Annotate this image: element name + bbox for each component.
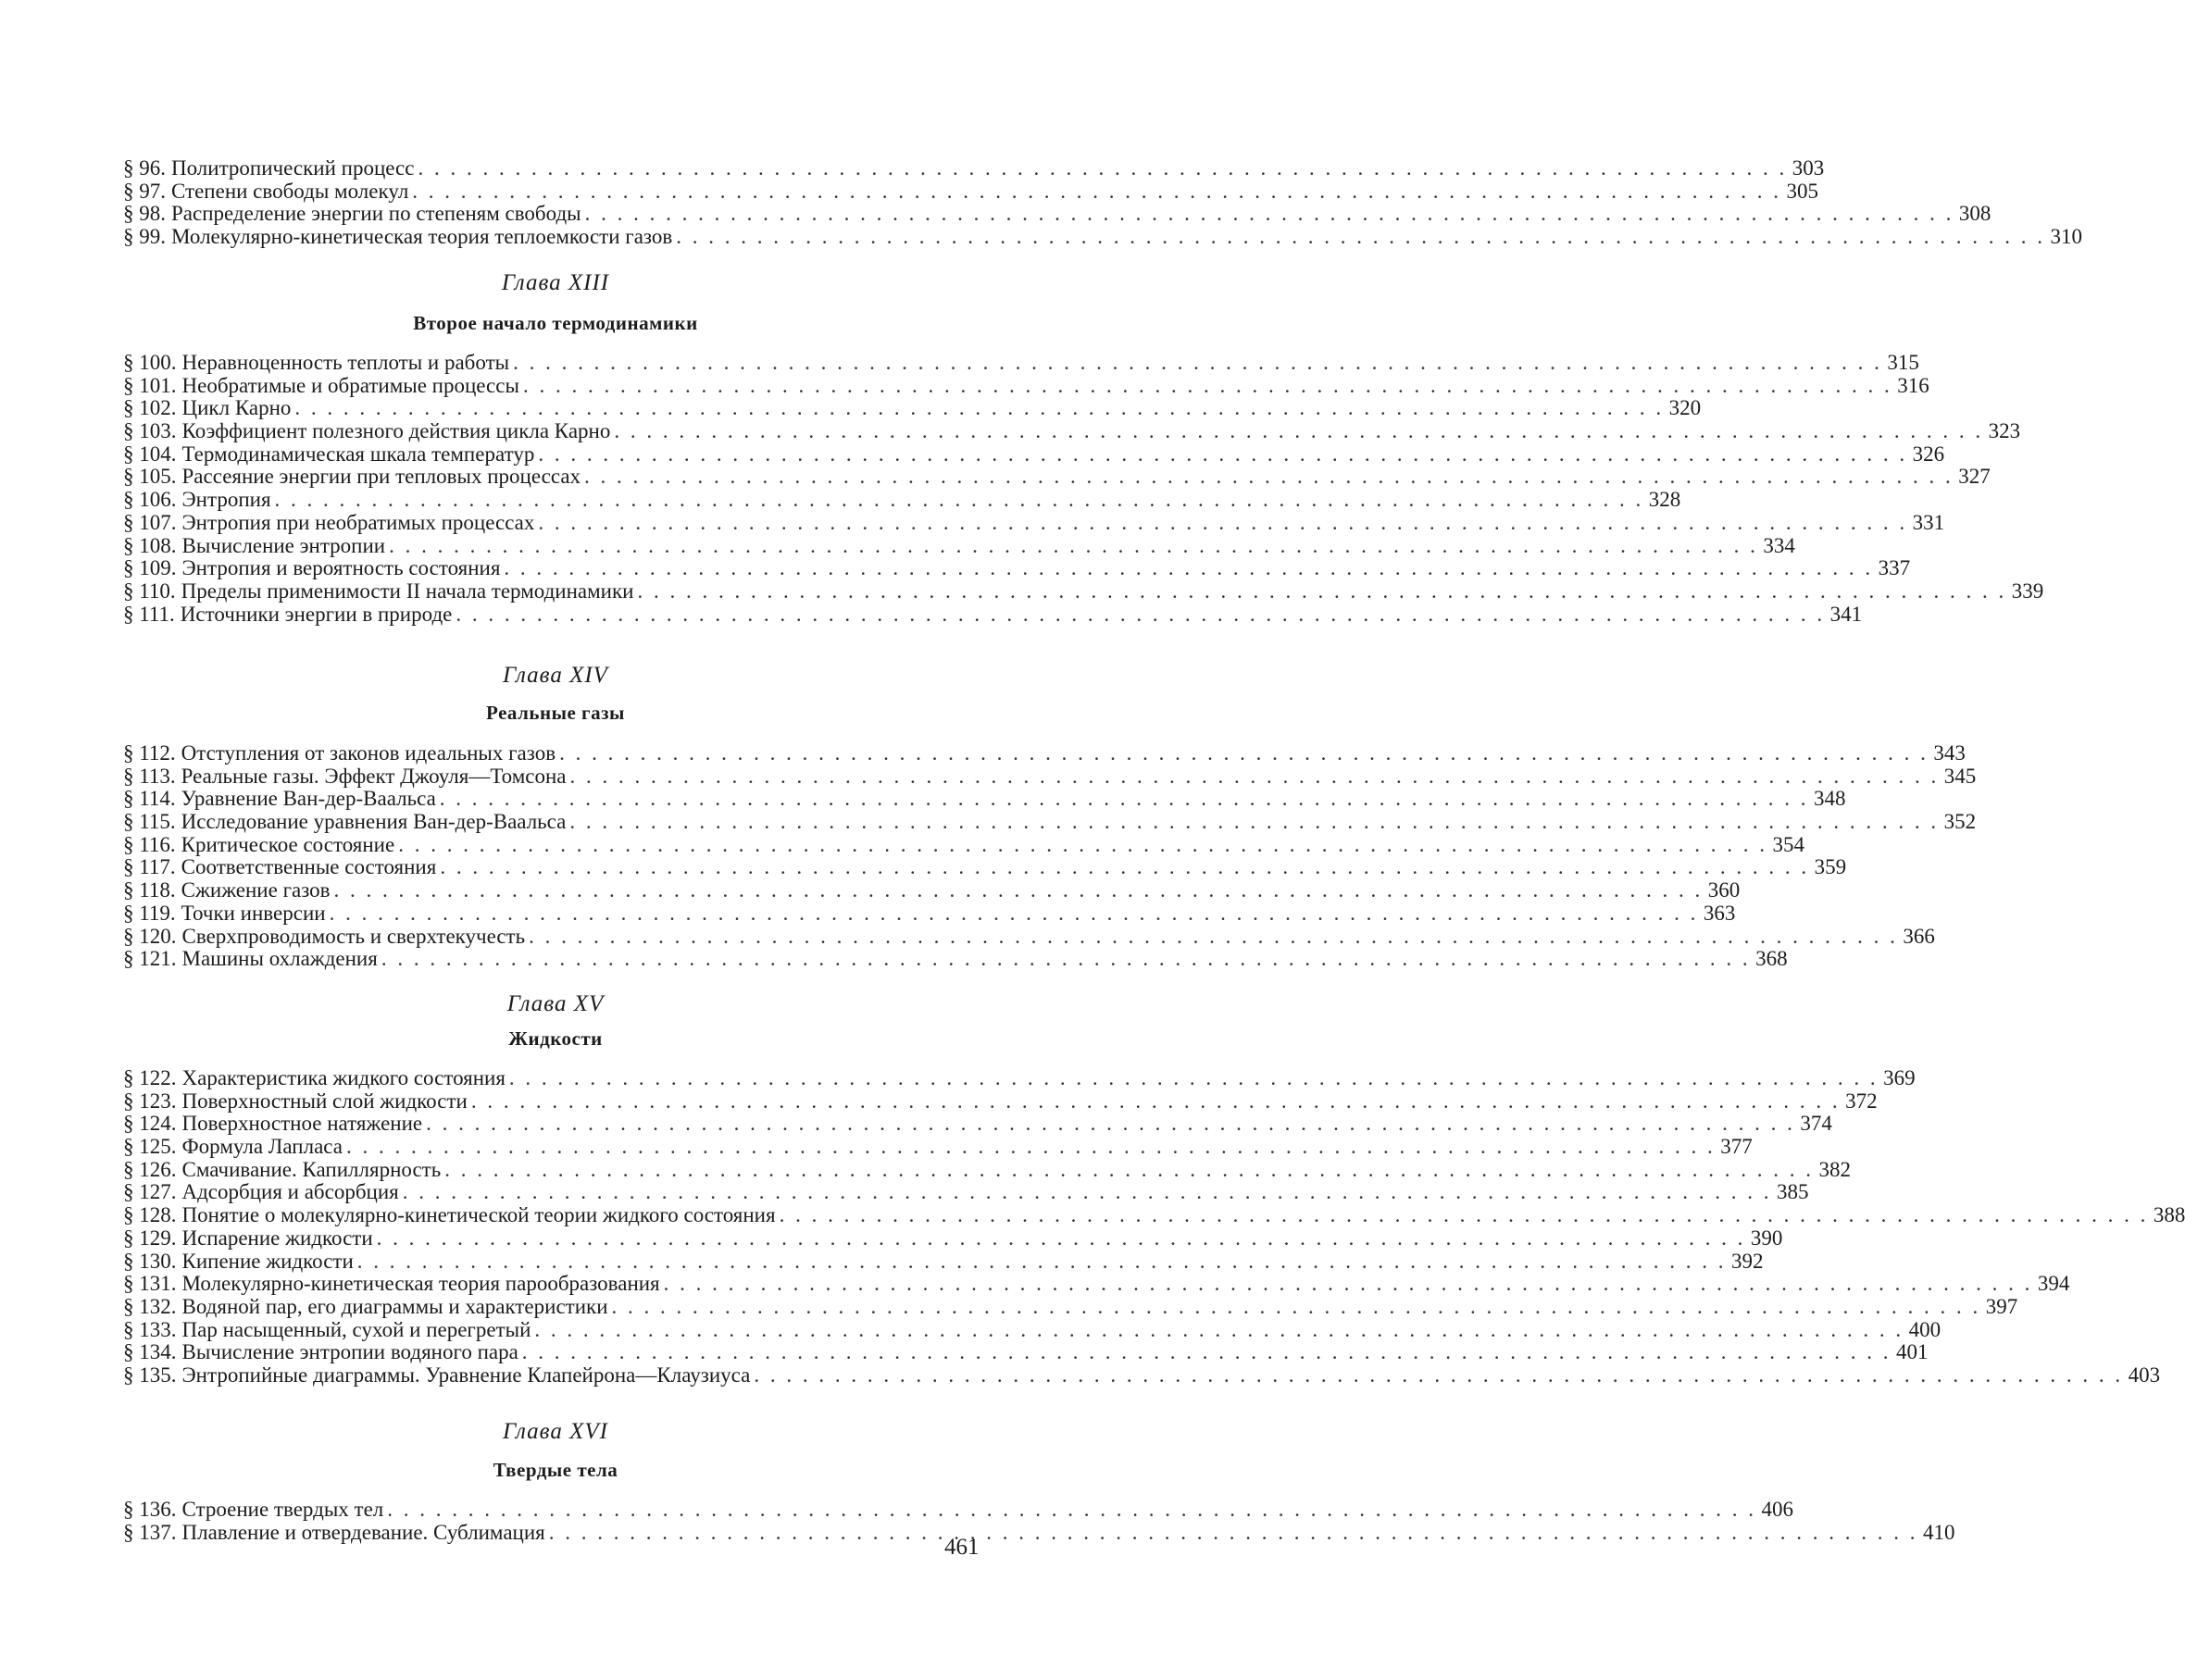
toc-entry — [123, 810, 1977, 834]
dot-leader — [513, 352, 1882, 375]
toc-entry — [123, 855, 1847, 879]
dot-leader — [637, 580, 2006, 604]
section-title: Строение твердых тел — [181, 1498, 384, 1521]
chapter-label: Глава XIV — [503, 663, 608, 688]
toc-entry — [123, 156, 1825, 180]
dot-leader — [389, 535, 1758, 558]
section-page: 392 — [1731, 1249, 1764, 1273]
section-title: Характеристика жидкого состояния — [181, 1066, 506, 1089]
dot-leader — [534, 1319, 1904, 1342]
dot-leader — [456, 604, 1825, 627]
section-page: 303 — [1792, 156, 1825, 180]
toc-entry — [123, 1520, 1955, 1545]
section-title: Уравнение Ван-дер-Ваальса — [181, 787, 436, 811]
section-number: § 131. — [123, 1272, 177, 1296]
dot-leader — [538, 443, 1907, 467]
section-number: § 108. — [123, 533, 177, 557]
toc-entry — [123, 1340, 1929, 1364]
section-title: Коэффициент полезного действия цикла Карно — [181, 419, 611, 443]
section-page: 316 — [1897, 373, 1929, 397]
chapter-label: Глава XIII — [501, 270, 610, 295]
section-title: Отступления от законов идеальных газов — [181, 741, 556, 765]
dot-leader — [412, 180, 1781, 204]
dot-leader — [538, 512, 1907, 535]
chapter-title: Реальные газы — [486, 702, 625, 724]
section-number: § 136. — [123, 1498, 177, 1521]
toc-entry — [123, 741, 1966, 765]
section-number: § 111. — [123, 602, 175, 626]
section-title: Степени свободы молекул — [171, 179, 409, 203]
dot-leader — [614, 420, 1983, 443]
section-number: § 133. — [123, 1317, 177, 1341]
dot-leader — [522, 1341, 1892, 1364]
toc-entry — [123, 1363, 2161, 1388]
section-number: § 126. — [123, 1157, 177, 1181]
section-title: Распределение энергии по степеням свободы — [171, 202, 581, 226]
section-page: 354 — [1772, 832, 1804, 856]
section-number: § 118. — [123, 878, 176, 902]
toc-entry — [123, 465, 1991, 489]
toc-entry — [123, 1112, 1832, 1136]
dot-leader — [754, 1364, 2123, 1388]
dot-leader — [330, 902, 1699, 926]
chapter-label: Глава XV — [506, 991, 605, 1016]
dot-leader — [549, 1522, 1918, 1545]
section-number: § 123. — [123, 1089, 177, 1113]
section-page: 343 — [1933, 741, 1966, 765]
toc-entry — [123, 442, 1945, 467]
dot-leader — [529, 926, 1898, 949]
toc-entry — [123, 1317, 1942, 1342]
section-title: Поверхностное натяжение — [181, 1112, 423, 1136]
section-title: Рассеяние энергии при тепловых процессах — [181, 465, 581, 489]
section-title: Смачивание. Капиллярность — [181, 1157, 442, 1181]
section-number: § 121. — [123, 947, 177, 971]
section-number: § 120. — [123, 924, 177, 948]
section-page: 315 — [1887, 351, 1919, 374]
toc-entry — [123, 878, 1741, 902]
chapter-label: Глава XVI — [503, 1419, 608, 1444]
dot-leader — [426, 1113, 1795, 1136]
section-page: 372 — [1845, 1089, 1878, 1113]
toc-entry — [123, 1498, 1794, 1522]
toc-entry — [123, 373, 1929, 398]
toc-entry — [123, 1294, 2018, 1319]
dot-leader — [403, 1181, 1772, 1204]
toc-entry — [123, 179, 1819, 204]
dot-leader — [676, 226, 2045, 249]
section-page: 310 — [2050, 225, 2082, 249]
section-number: § 109. — [123, 556, 177, 580]
section-title: Источники энергии в природе — [180, 602, 453, 626]
section-page: 326 — [1912, 442, 1945, 466]
section-title: Испарение жидкости — [181, 1226, 373, 1250]
section-title: Пар насыщенный, сухой и перегретый — [181, 1317, 531, 1341]
toc-entry — [123, 225, 2082, 249]
section-number: § 107. — [123, 510, 177, 534]
toc-block-chapter-16 — [123, 1498, 1955, 1544]
dot-leader — [346, 1136, 1716, 1159]
chapter-title: Жидкости — [508, 1027, 603, 1050]
section-page: 394 — [2037, 1272, 2070, 1296]
section-number: § 113. — [123, 764, 176, 788]
section-number: § 112. — [123, 741, 176, 765]
section-title: Молекулярно-кинетическая теория парообразования — [181, 1272, 660, 1296]
section-page: 323 — [1988, 419, 2021, 443]
section-title: Кипение жидкости — [181, 1249, 354, 1273]
section-number: § 99. — [123, 225, 166, 249]
section-title: Критическое состояние — [181, 832, 395, 856]
section-page: 406 — [1761, 1498, 1794, 1521]
section-number: § 125. — [123, 1135, 177, 1159]
toc-block-chapter-15 — [123, 1066, 2185, 1388]
section-page: 403 — [2128, 1363, 2161, 1387]
section-page: 334 — [1763, 533, 1795, 557]
toc-block-chapter-14 — [123, 741, 1977, 971]
section-page: 388 — [2153, 1203, 2185, 1227]
section-page: 374 — [1800, 1112, 1832, 1136]
dot-leader — [294, 397, 1664, 420]
section-number: § 96. — [123, 156, 166, 180]
section-title: Поверхностный слой жидкости — [181, 1089, 468, 1113]
section-page: 382 — [1818, 1157, 1851, 1181]
section-title: Машины охлаждения — [181, 947, 378, 971]
dot-leader — [377, 1227, 1746, 1251]
toc-entry — [123, 1157, 1851, 1182]
section-title: Термодинамическая шкала температур — [181, 442, 535, 466]
section-number: § 134. — [123, 1340, 177, 1364]
section-title: Исследование уравнения Ван-дер-Ваальса — [181, 810, 567, 834]
section-number: § 98. — [123, 202, 166, 226]
section-title: Политропический процесс — [171, 156, 415, 180]
section-page: 385 — [1777, 1180, 1809, 1204]
section-title: Сверхпроводимость и сверхтекучесть — [181, 924, 526, 948]
toc-entry — [123, 1272, 2070, 1296]
section-title: Энтропийные диаграммы. Уравнение Клапейрона—Клаузиуса — [181, 1363, 751, 1387]
section-page: 397 — [1985, 1294, 2018, 1318]
section-page: 366 — [1903, 924, 1935, 948]
toc-entry — [123, 396, 1702, 420]
section-number: § 115. — [123, 810, 176, 834]
section-number: § 104. — [123, 442, 177, 466]
section-number: § 97. — [123, 179, 166, 203]
toc-entry — [123, 1203, 2185, 1227]
section-page: 328 — [1648, 488, 1681, 512]
section-title: Сжижение газов — [181, 878, 331, 902]
toc-entry — [123, 764, 1977, 789]
section-title: Адсорбция и абсорбция — [181, 1180, 399, 1204]
section-page: 308 — [1958, 202, 1991, 226]
section-title: Цикл Карно — [181, 396, 292, 420]
toc-entry — [123, 351, 1919, 375]
section-title: Понятие о молекулярно-кинетической теории жидкого состояния — [181, 1203, 776, 1227]
section-page: 327 — [1958, 465, 1991, 489]
section-page: 360 — [1707, 878, 1741, 902]
section-title: Плавление и отвердевание. Сублимация — [181, 1520, 545, 1544]
toc-block-intro — [123, 156, 2082, 249]
dot-leader — [418, 157, 1787, 180]
toc-entry — [123, 924, 1935, 949]
dot-leader — [509, 1067, 1879, 1090]
toc-entry — [123, 1135, 1753, 1159]
chapter-title: Второе начало термодинамики — [413, 312, 698, 334]
section-number: § 127. — [123, 1180, 177, 1204]
dot-leader — [398, 834, 1767, 857]
section-page: 410 — [1923, 1520, 1955, 1544]
section-page: 345 — [1943, 764, 1977, 788]
toc-entry — [123, 202, 1991, 226]
section-page: 368 — [1755, 947, 1788, 971]
section-page: 305 — [1786, 179, 1819, 203]
dot-leader — [523, 375, 1892, 398]
dot-leader — [504, 557, 1873, 580]
dot-leader — [440, 856, 1809, 879]
section-number: § 105. — [123, 465, 177, 489]
dot-leader — [440, 788, 1809, 811]
toc-entry — [123, 579, 2044, 604]
dot-leader — [664, 1273, 2033, 1296]
dot-leader — [612, 1296, 1981, 1319]
section-title: Соответственные состояния — [181, 855, 437, 879]
dot-leader — [471, 1090, 1841, 1114]
section-number: § 135. — [123, 1363, 177, 1387]
toc-entry — [123, 1180, 1809, 1204]
dot-leader — [569, 811, 1939, 834]
dot-leader — [559, 742, 1929, 765]
section-page: 352 — [1943, 810, 1977, 834]
section-page: 390 — [1750, 1226, 1783, 1250]
toc-entry — [123, 832, 1804, 857]
section-title: Вычисление энтропии водяного пара — [181, 1340, 518, 1364]
dot-leader — [275, 489, 1644, 512]
section-page: 401 — [1896, 1340, 1929, 1364]
section-number: § 117. — [123, 855, 176, 879]
section-page: 359 — [1814, 855, 1847, 879]
section-number: § 102. — [123, 396, 177, 420]
toc-entry — [123, 488, 1681, 512]
toc-entry — [123, 556, 1911, 580]
section-title: Пределы применимости II начала термодинамики — [181, 579, 634, 603]
section-number: § 101. — [123, 373, 177, 397]
dot-leader — [585, 203, 1954, 226]
section-page: 320 — [1668, 396, 1702, 420]
chapter-title: Твердые тела — [493, 1459, 618, 1481]
section-title: Реальные газы. Эффект Джоуля—Томсона — [181, 764, 567, 788]
toc-entry — [123, 787, 1846, 811]
section-title: Водяной пар, его диаграммы и характеристики — [181, 1294, 608, 1318]
section-page: 363 — [1703, 901, 1736, 925]
section-title: Неравноценность теплоты и работы — [181, 351, 510, 374]
dot-leader — [570, 765, 1940, 789]
section-number: § 116. — [123, 832, 176, 856]
section-number: § 132. — [123, 1294, 177, 1318]
dot-leader — [584, 466, 1954, 489]
section-title: Энтропия при необратимых процессах — [181, 510, 535, 534]
section-number: § 129. — [123, 1226, 177, 1250]
section-page: 339 — [2011, 579, 2044, 603]
section-page: 348 — [1814, 787, 1846, 811]
section-number: § 124. — [123, 1112, 177, 1136]
dot-leader — [780, 1204, 2149, 1227]
section-page: 337 — [1878, 556, 1911, 580]
page-number: 461 — [944, 1535, 980, 1560]
section-title: Формула Лапласа — [181, 1135, 343, 1159]
toc-entry — [123, 901, 1736, 926]
toc-entry — [123, 947, 1788, 971]
toc-entry — [123, 1226, 1783, 1251]
section-number: § 128. — [123, 1203, 177, 1227]
section-page: 341 — [1829, 602, 1863, 626]
section-title: Точки инверсии — [181, 901, 326, 925]
toc-block-chapter-13 — [123, 351, 2044, 626]
toc-entry — [123, 602, 1863, 627]
section-page: 400 — [1908, 1317, 1942, 1341]
section-title: Молекулярно-кинетическая теория теплоемкости газов — [171, 225, 673, 249]
section-number: § 114. — [123, 787, 176, 811]
section-number: § 119. — [123, 901, 176, 925]
section-number: § 110. — [123, 579, 176, 603]
dot-leader — [381, 948, 1751, 971]
section-page: 377 — [1720, 1135, 1753, 1159]
section-number: § 103. — [123, 419, 177, 443]
dot-leader — [334, 879, 1704, 902]
section-page: 369 — [1883, 1066, 1916, 1089]
toc-entry — [123, 1089, 1878, 1114]
section-title: Энтропия и вероятность состояния — [181, 556, 501, 580]
toc-entry — [123, 533, 1795, 558]
section-title: Необратимые и обратимые процессы — [181, 373, 519, 397]
dot-leader — [444, 1159, 1814, 1182]
section-number: § 100. — [123, 351, 177, 374]
section-page: 331 — [1912, 510, 1945, 534]
toc-entry — [123, 1066, 1916, 1090]
section-title: Вычисление энтропии — [181, 533, 386, 557]
toc-entry — [123, 1249, 1764, 1274]
section-number: § 122. — [123, 1066, 177, 1089]
dot-leader — [387, 1499, 1756, 1522]
section-number: § 137. — [123, 1520, 177, 1544]
section-number: § 130. — [123, 1249, 177, 1273]
dot-leader — [357, 1251, 1727, 1274]
section-title: Энтропия — [181, 488, 271, 512]
toc-entry — [123, 510, 1945, 535]
toc-entry — [123, 419, 2021, 443]
section-number: § 106. — [123, 488, 177, 512]
